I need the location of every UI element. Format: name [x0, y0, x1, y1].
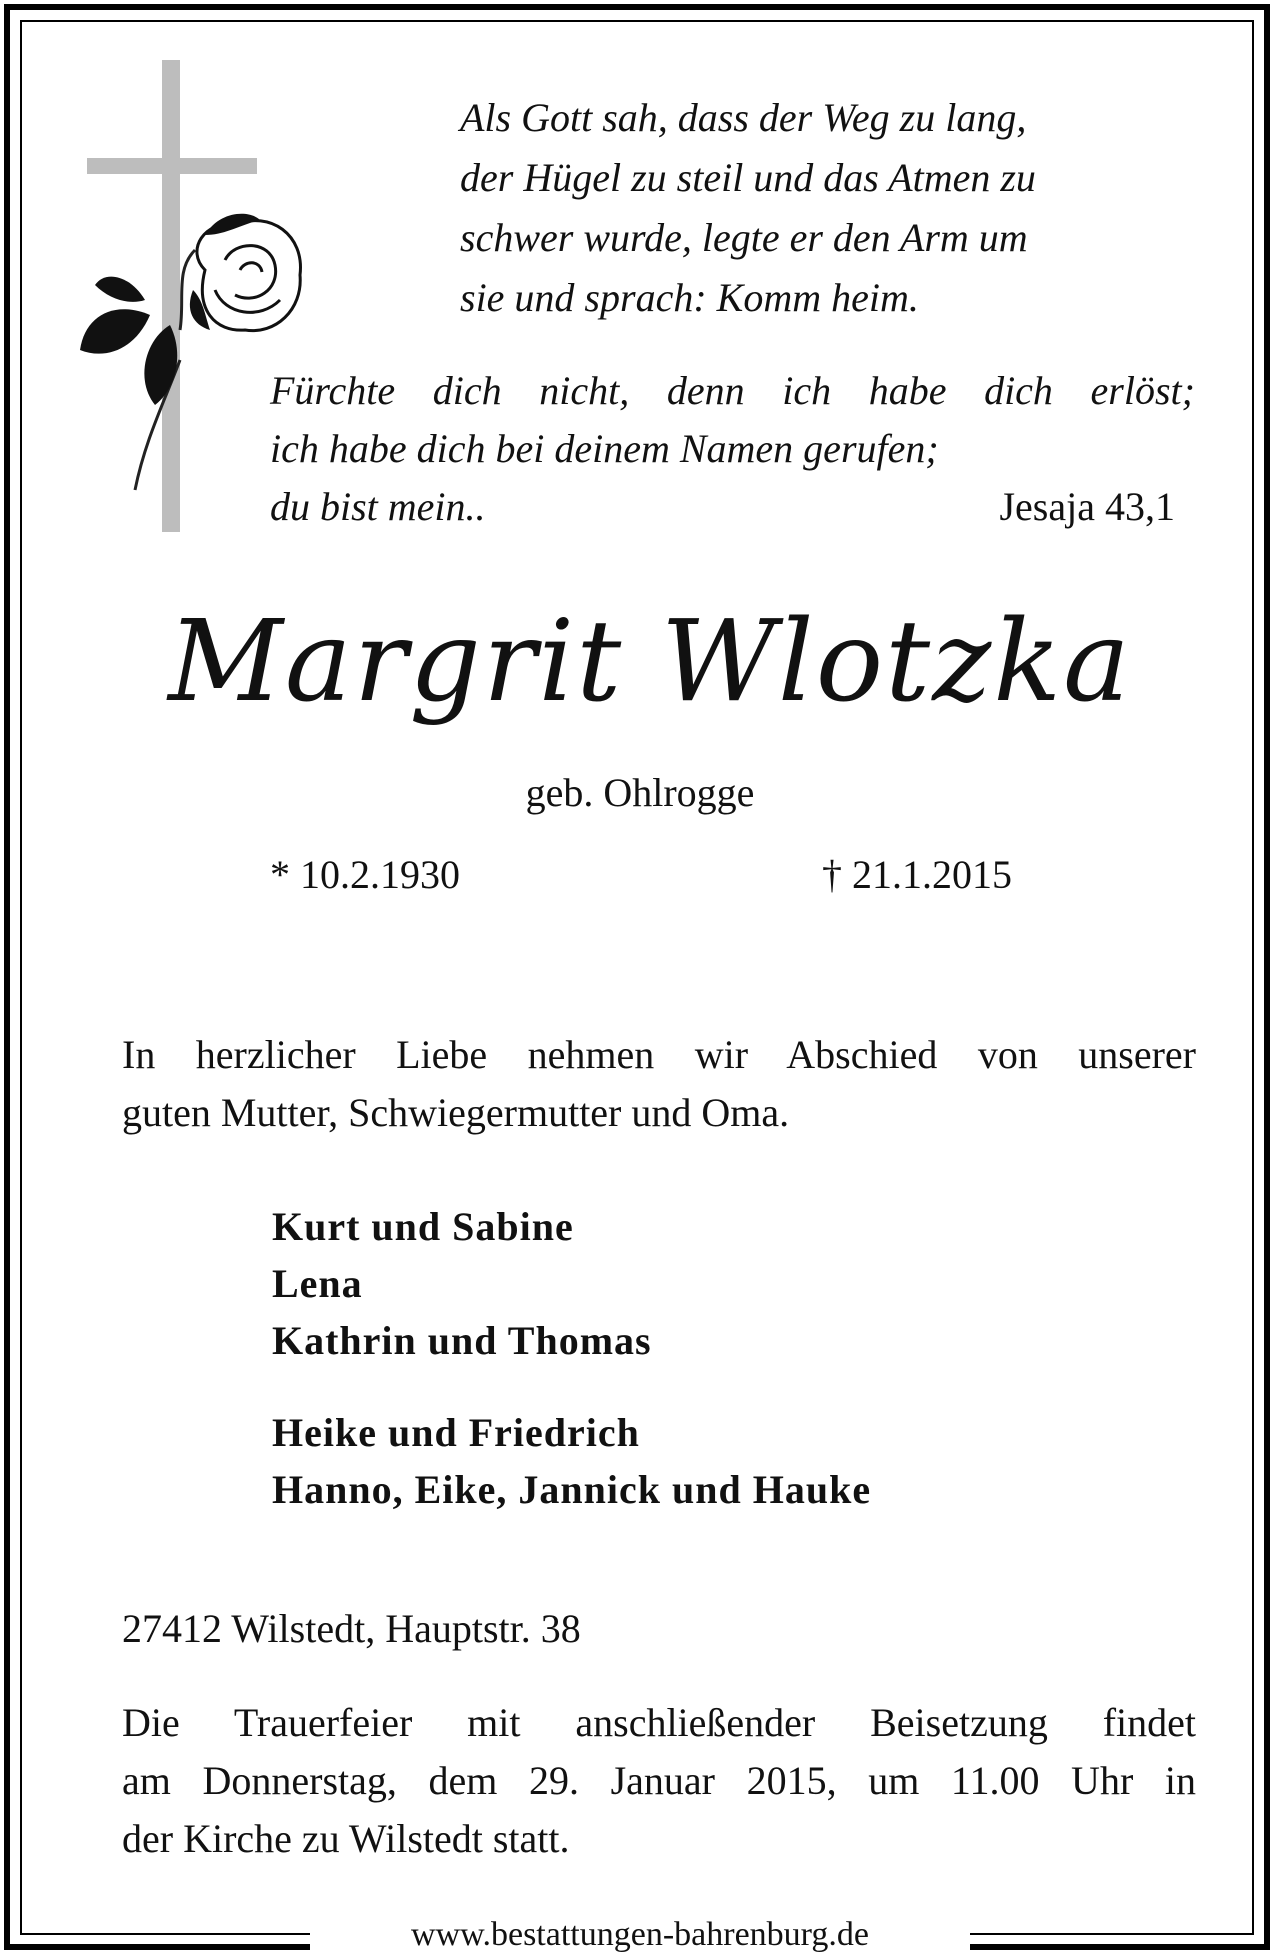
service-line: am Donnerstag, dem 29. Januar 2015, um 11.00 Uhr in: [122, 1758, 1196, 1803]
birth-date: * 10.2.1930: [270, 852, 460, 897]
opening-poem-line: Als Gott sah, dass der Weg zu lang,: [460, 95, 1027, 140]
mourner-line: Kurt und Sabine: [272, 1204, 574, 1249]
farewell-line: guten Mutter, Schwiegermutter und Oma.: [122, 1090, 790, 1135]
mourner-line: Heike und Friedrich: [272, 1410, 640, 1455]
bible-verse-last-line: [270, 478, 1195, 536]
mourners-group-1: [272, 1198, 652, 1369]
opening-poem-line: sie und sprach: Komm heim.: [460, 275, 919, 320]
service-line: der Kirche zu Wilstedt statt.: [122, 1816, 570, 1861]
opening-poem-line: der Hügel zu steil und das Atmen zu: [460, 155, 1036, 200]
bible-verse-line: du bist mein..: [270, 484, 486, 529]
birth-name: geb. Ohlrogge: [525, 770, 755, 815]
opening-poem: [460, 88, 1220, 328]
family-address: 27412 Wilstedt, Hauptstr. 38: [122, 1606, 581, 1651]
funeral-service-info: [122, 1694, 1196, 1868]
bible-verse: [270, 362, 1195, 536]
death-date: † 21.1.2015: [822, 852, 1012, 897]
opening-poem-line: schwer wurde, legte er den Arm um: [460, 215, 1028, 260]
bible-verse-reference: Jesaja 43,1: [999, 484, 1175, 529]
mourner-line: Lena: [272, 1261, 363, 1306]
mourner-line: Kathrin und Thomas: [272, 1318, 652, 1363]
bible-verse-line: ich habe dich bei deinem Namen gerufen;: [270, 426, 939, 471]
farewell-line: In herzlicher Liebe nehmen wir Abschied von unserer: [122, 1032, 1196, 1077]
footer-url[interactable]: www.bestattungen-bahrenburg.de: [411, 1916, 869, 1953]
deceased-name: Margrit Wlotzka: [168, 597, 1132, 727]
service-line: Die Trauerfeier mit anschließender Beisetzung findet: [122, 1700, 1196, 1745]
farewell-text: [122, 1026, 1196, 1142]
mourner-line: Hanno, Eike, Jannick und Hauke: [272, 1467, 872, 1512]
mourners-group-2: [272, 1404, 871, 1518]
bible-verse-line: Fürchte dich nicht, denn ich habe dich erlöst;: [270, 368, 1195, 413]
